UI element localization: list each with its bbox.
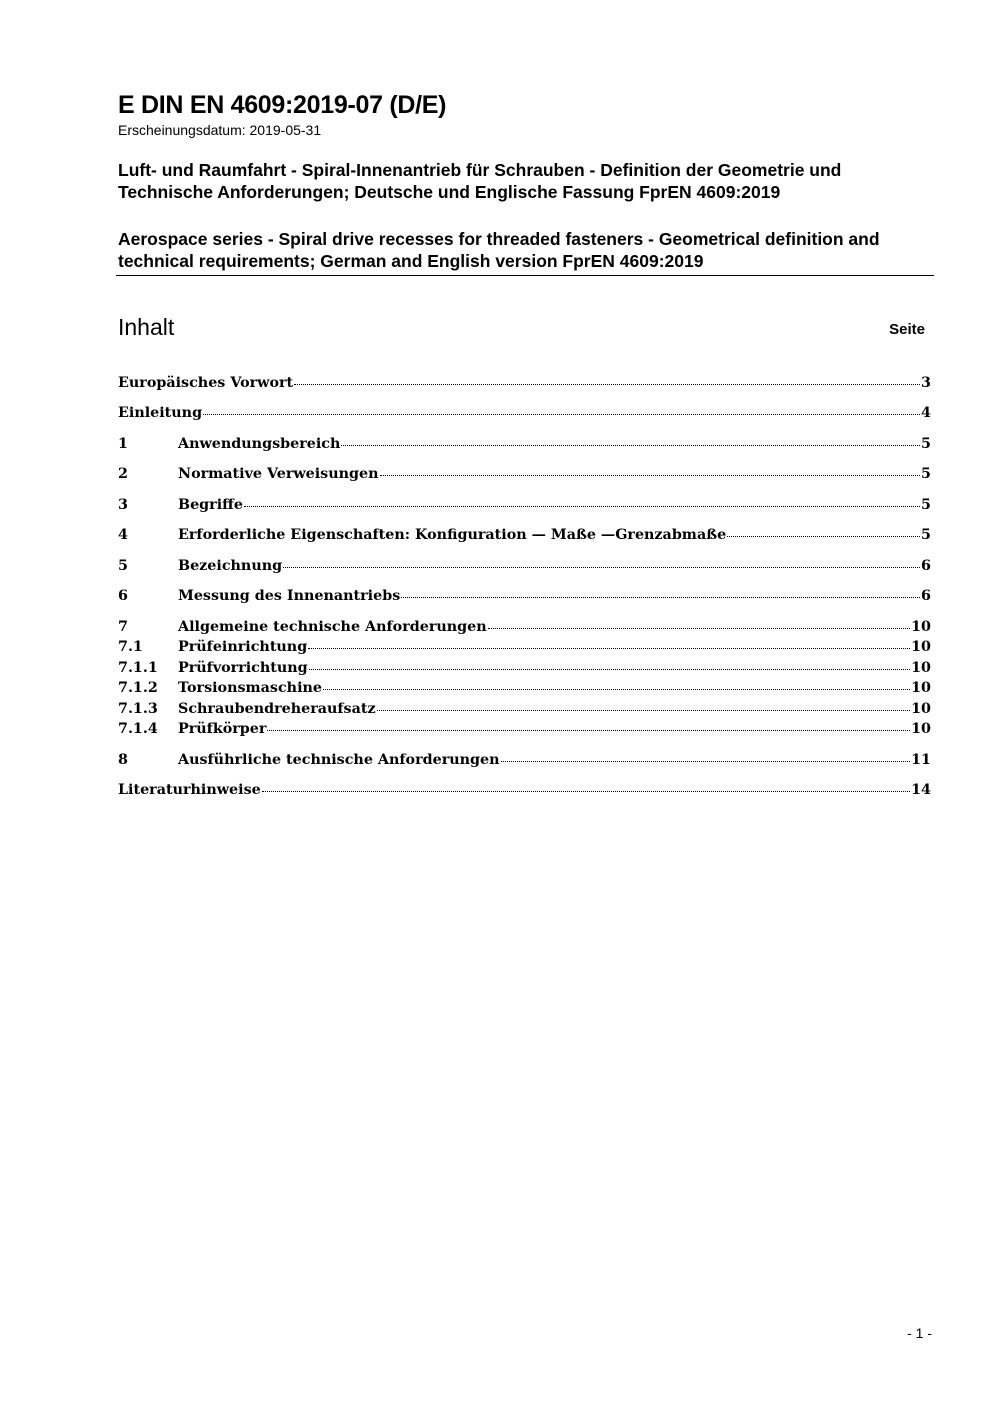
toc-entry-page: 5 [921, 497, 931, 513]
toc-entry-page: 10 [911, 721, 931, 737]
toc-entry-label: Einleitung [118, 405, 203, 421]
toc-entry-number: 7.1.2 [118, 680, 158, 696]
toc-entry[interactable] [118, 779, 931, 799]
toc-leader-dots [203, 400, 920, 415]
toc-entry-label: Prüfeinrichtung [178, 639, 308, 655]
toc-page-column-label: Seite [889, 321, 925, 338]
toc-entry-page: 5 [921, 466, 931, 482]
toc-entry-number: 2 [118, 466, 128, 482]
toc-entry-label: Begriffe [178, 497, 243, 513]
toc-entry-label: Bezeichnung [178, 558, 283, 574]
toc-entry-number: 7.1.1 [118, 660, 158, 676]
toc-leader-dots [727, 522, 920, 537]
toc-entry[interactable] [118, 636, 931, 656]
toc-entry[interactable] [118, 372, 931, 392]
toc-entry-page: 10 [911, 701, 931, 717]
toc-entry[interactable] [118, 555, 931, 575]
toc-leader-dots [309, 655, 910, 670]
title-divider [116, 275, 934, 276]
toc-leader-dots [244, 492, 920, 507]
toc-entry-number: 8 [118, 752, 128, 768]
toc-entry-page: 4 [921, 405, 931, 421]
document-id: E DIN EN 4609:2019-07 (D/E) [118, 91, 447, 119]
page-number: - 1 - [907, 1325, 932, 1341]
toc-leader-dots [377, 696, 910, 711]
toc-entry[interactable] [118, 433, 931, 453]
issue-date: Erscheinungsdatum: 2019-05-31 [118, 122, 322, 138]
toc-entry-label: Torsionsmaschine [178, 680, 322, 696]
title-german: Luft- und Raumfahrt - Spiral-Innenantrieb für Schrauben - Definition der Geometrie und Technische Anforderungen; Deutsche und Englische Fassung FprEN 4609:2019 [118, 160, 842, 202]
toc-entry-label: Allgemeine technische Anforderungen [178, 619, 487, 635]
toc-entry-page: 11 [911, 752, 931, 768]
toc-entry-label: Erforderliche Eigenschaften: Konfiguration — Maße —Grenzabmaße [178, 527, 727, 543]
toc-entry-page: 10 [911, 619, 931, 635]
toc-entry-number: 7 [118, 619, 128, 635]
toc-entry[interactable] [118, 657, 931, 677]
toc-entry-label: Literaturhinweise [118, 782, 261, 798]
toc-leader-dots [262, 777, 910, 792]
toc-entry-label: Europäisches Vorwort [118, 375, 294, 391]
toc-entry[interactable] [118, 616, 931, 636]
toc-entry-number: 3 [118, 497, 128, 513]
toc-entry-label: Normative Verweisungen [178, 466, 379, 482]
toc-entry-number: 7.1 [118, 639, 143, 655]
toc-entry-number: 7.1.3 [118, 701, 158, 717]
toc-entry-page: 14 [911, 782, 931, 798]
toc-leader-dots [341, 431, 920, 446]
toc-leader-dots [488, 614, 910, 629]
toc-entry[interactable] [118, 494, 931, 514]
toc-entry-page: 10 [911, 660, 931, 676]
toc-entry[interactable] [118, 524, 931, 544]
toc-entry-number: 7.1.4 [118, 721, 158, 737]
toc-leader-dots [283, 553, 920, 568]
toc-entry-label: Anwendungsbereich [178, 436, 341, 452]
toc-entry[interactable] [118, 402, 931, 422]
toc-leader-dots [401, 583, 920, 598]
toc-leader-dots [308, 634, 910, 649]
toc-leader-dots [501, 747, 911, 762]
toc-entry-page: 5 [921, 436, 931, 452]
toc-leader-dots [267, 716, 910, 731]
toc-entry-page: 6 [921, 588, 931, 604]
toc-entry[interactable] [118, 463, 931, 483]
toc-leader-dots [294, 370, 920, 385]
toc-entry-label: Prüfkörper [178, 721, 267, 737]
toc-entry-number: 1 [118, 436, 128, 452]
toc-heading: Inhalt [118, 314, 175, 340]
toc-entry-label: Prüfvorrichtung [178, 660, 308, 676]
toc-leader-dots [323, 675, 910, 690]
title-english: Aerospace series - Spiral drive recesses for threaded fasteners - Geometrical definition and technical requirements; German and English version FprEN 4609:2019 [118, 229, 880, 271]
toc-leader-dots [380, 461, 921, 476]
toc-entry-number: 5 [118, 558, 128, 574]
toc-entry-number: 4 [118, 527, 128, 543]
toc-entry-label: Ausführliche technische Anforderungen [178, 752, 500, 768]
toc-entry-page: 5 [921, 527, 931, 543]
toc-entry[interactable] [118, 677, 931, 697]
toc-entry-page: 10 [911, 680, 931, 696]
toc-entry-page: 10 [911, 639, 931, 655]
toc-entry-label: Messung des Innenantriebs [178, 588, 401, 604]
toc-entry-page: 6 [921, 558, 931, 574]
toc-entry[interactable] [118, 718, 931, 738]
toc-entry-number: 6 [118, 588, 128, 604]
toc-entry-page: 3 [921, 375, 931, 391]
toc-entry[interactable] [118, 585, 931, 605]
toc-entry[interactable] [118, 698, 931, 718]
toc-entry-label: Schraubendreheraufsatz [178, 701, 376, 717]
toc-entry[interactable] [118, 749, 931, 769]
